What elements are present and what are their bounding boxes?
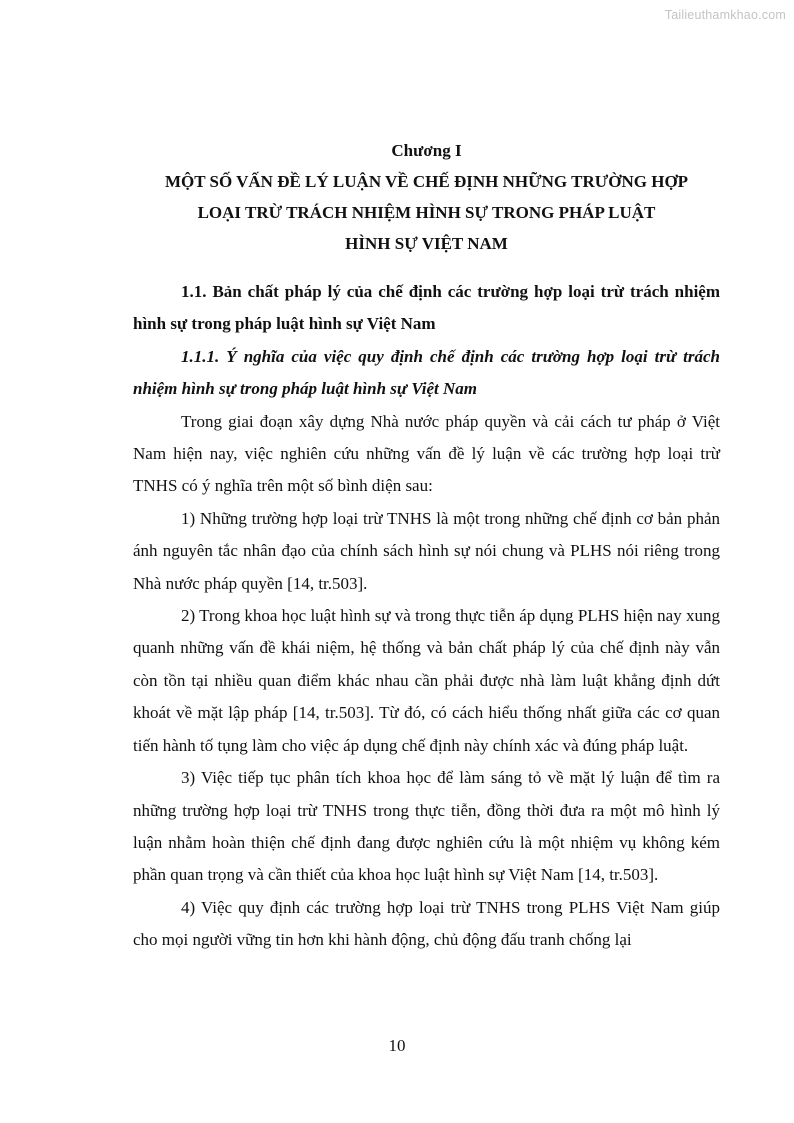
page-number: 10: [388, 1036, 406, 1055]
watermark: Tailieuthamkhao.com: [664, 8, 786, 22]
paragraph-point-1: 1) Những trường hợp loại trừ TNHS là một trong những chế định cơ bản phản ánh nguyên tắc nhân đạo của chính sách hình sự nói chung và PLHS nói riêng trong Nhà nước pháp quyền [14, tr.503].: [133, 508, 720, 593]
chapter-label: Chương I: [391, 141, 462, 160]
chapter-title-line-1: MỘT SỐ VẤN ĐỀ LÝ LUẬN VỀ CHẾ ĐỊNH NHỮNG TRƯỜNG HỢP: [164, 172, 689, 191]
page-body: [133, 0, 720, 957]
paragraph-point-3: 3) Việc tiếp tục phân tích khoa học để làm sáng tỏ về mặt lý luận để tìm ra những trường hợp loại trừ TNHS trong thực tiễn, đồng thời đưa ra một mô hình lý luận nhằm hoàn thiện chế định đang được nghiên cứu là một nhiệm vụ không kém phần quan trọng và cần thiết của khoa học luật hình sự Việt Nam [14, tr.503].: [133, 768, 720, 885]
paragraph-point-4: 4) Việc quy định các trường hợp loại trừ TNHS trong PLHS Việt Nam giúp cho mọi người vững tin hơn khi hành động, chủ động đấu tranh chống lại: [133, 897, 720, 950]
chapter-title-line-3: HÌNH SỰ VIỆT NAM: [345, 234, 508, 253]
section-heading-1-1-1: 1.1.1. Ý nghĩa của việc quy định chế định các trường hợp loại trừ trách nhiệm hình sự trong pháp luật hình sự Việt Nam: [133, 346, 720, 399]
paragraph-point-2: 2) Trong khoa học luật hình sự và trong thực tiễn áp dụng PLHS hiện nay xung quanh những vấn đề khái niệm, hệ thống và bản chất pháp lý của chế định này vẫn còn tồn tại nhiều quan điểm khác nhau cần phải được nhà làm luật khẳng định dứt khoát về mặt lập pháp [14, tr.503]. Từ đó, có cách hiểu thống nhất giữa các cơ quan tiến hành tố tụng làm cho việc áp dụng chế định này chính xác và đúng pháp luật.: [133, 606, 720, 755]
chapter-heading: [133, 135, 720, 259]
section-heading-1-1: 1.1. Bản chất pháp lý của chế định các trường hợp loại trừ trách nhiệm hình sự trong pháp luật hình sự Việt Nam: [133, 282, 720, 334]
paragraph-intro: Trong giai đoạn xây dựng Nhà nước pháp quyền và cải cách tư pháp ở Việt Nam hiện nay, việc nghiên cứu những vấn đề lý luận về các trường hợp loại trừ TNHS có ý nghĩa trên một số bình diện sau:: [133, 411, 720, 496]
chapter-title-line-2: LOẠI TRỪ TRÁCH NHIỆM HÌNH SỰ TRONG PHÁP LUẬT: [197, 203, 656, 222]
